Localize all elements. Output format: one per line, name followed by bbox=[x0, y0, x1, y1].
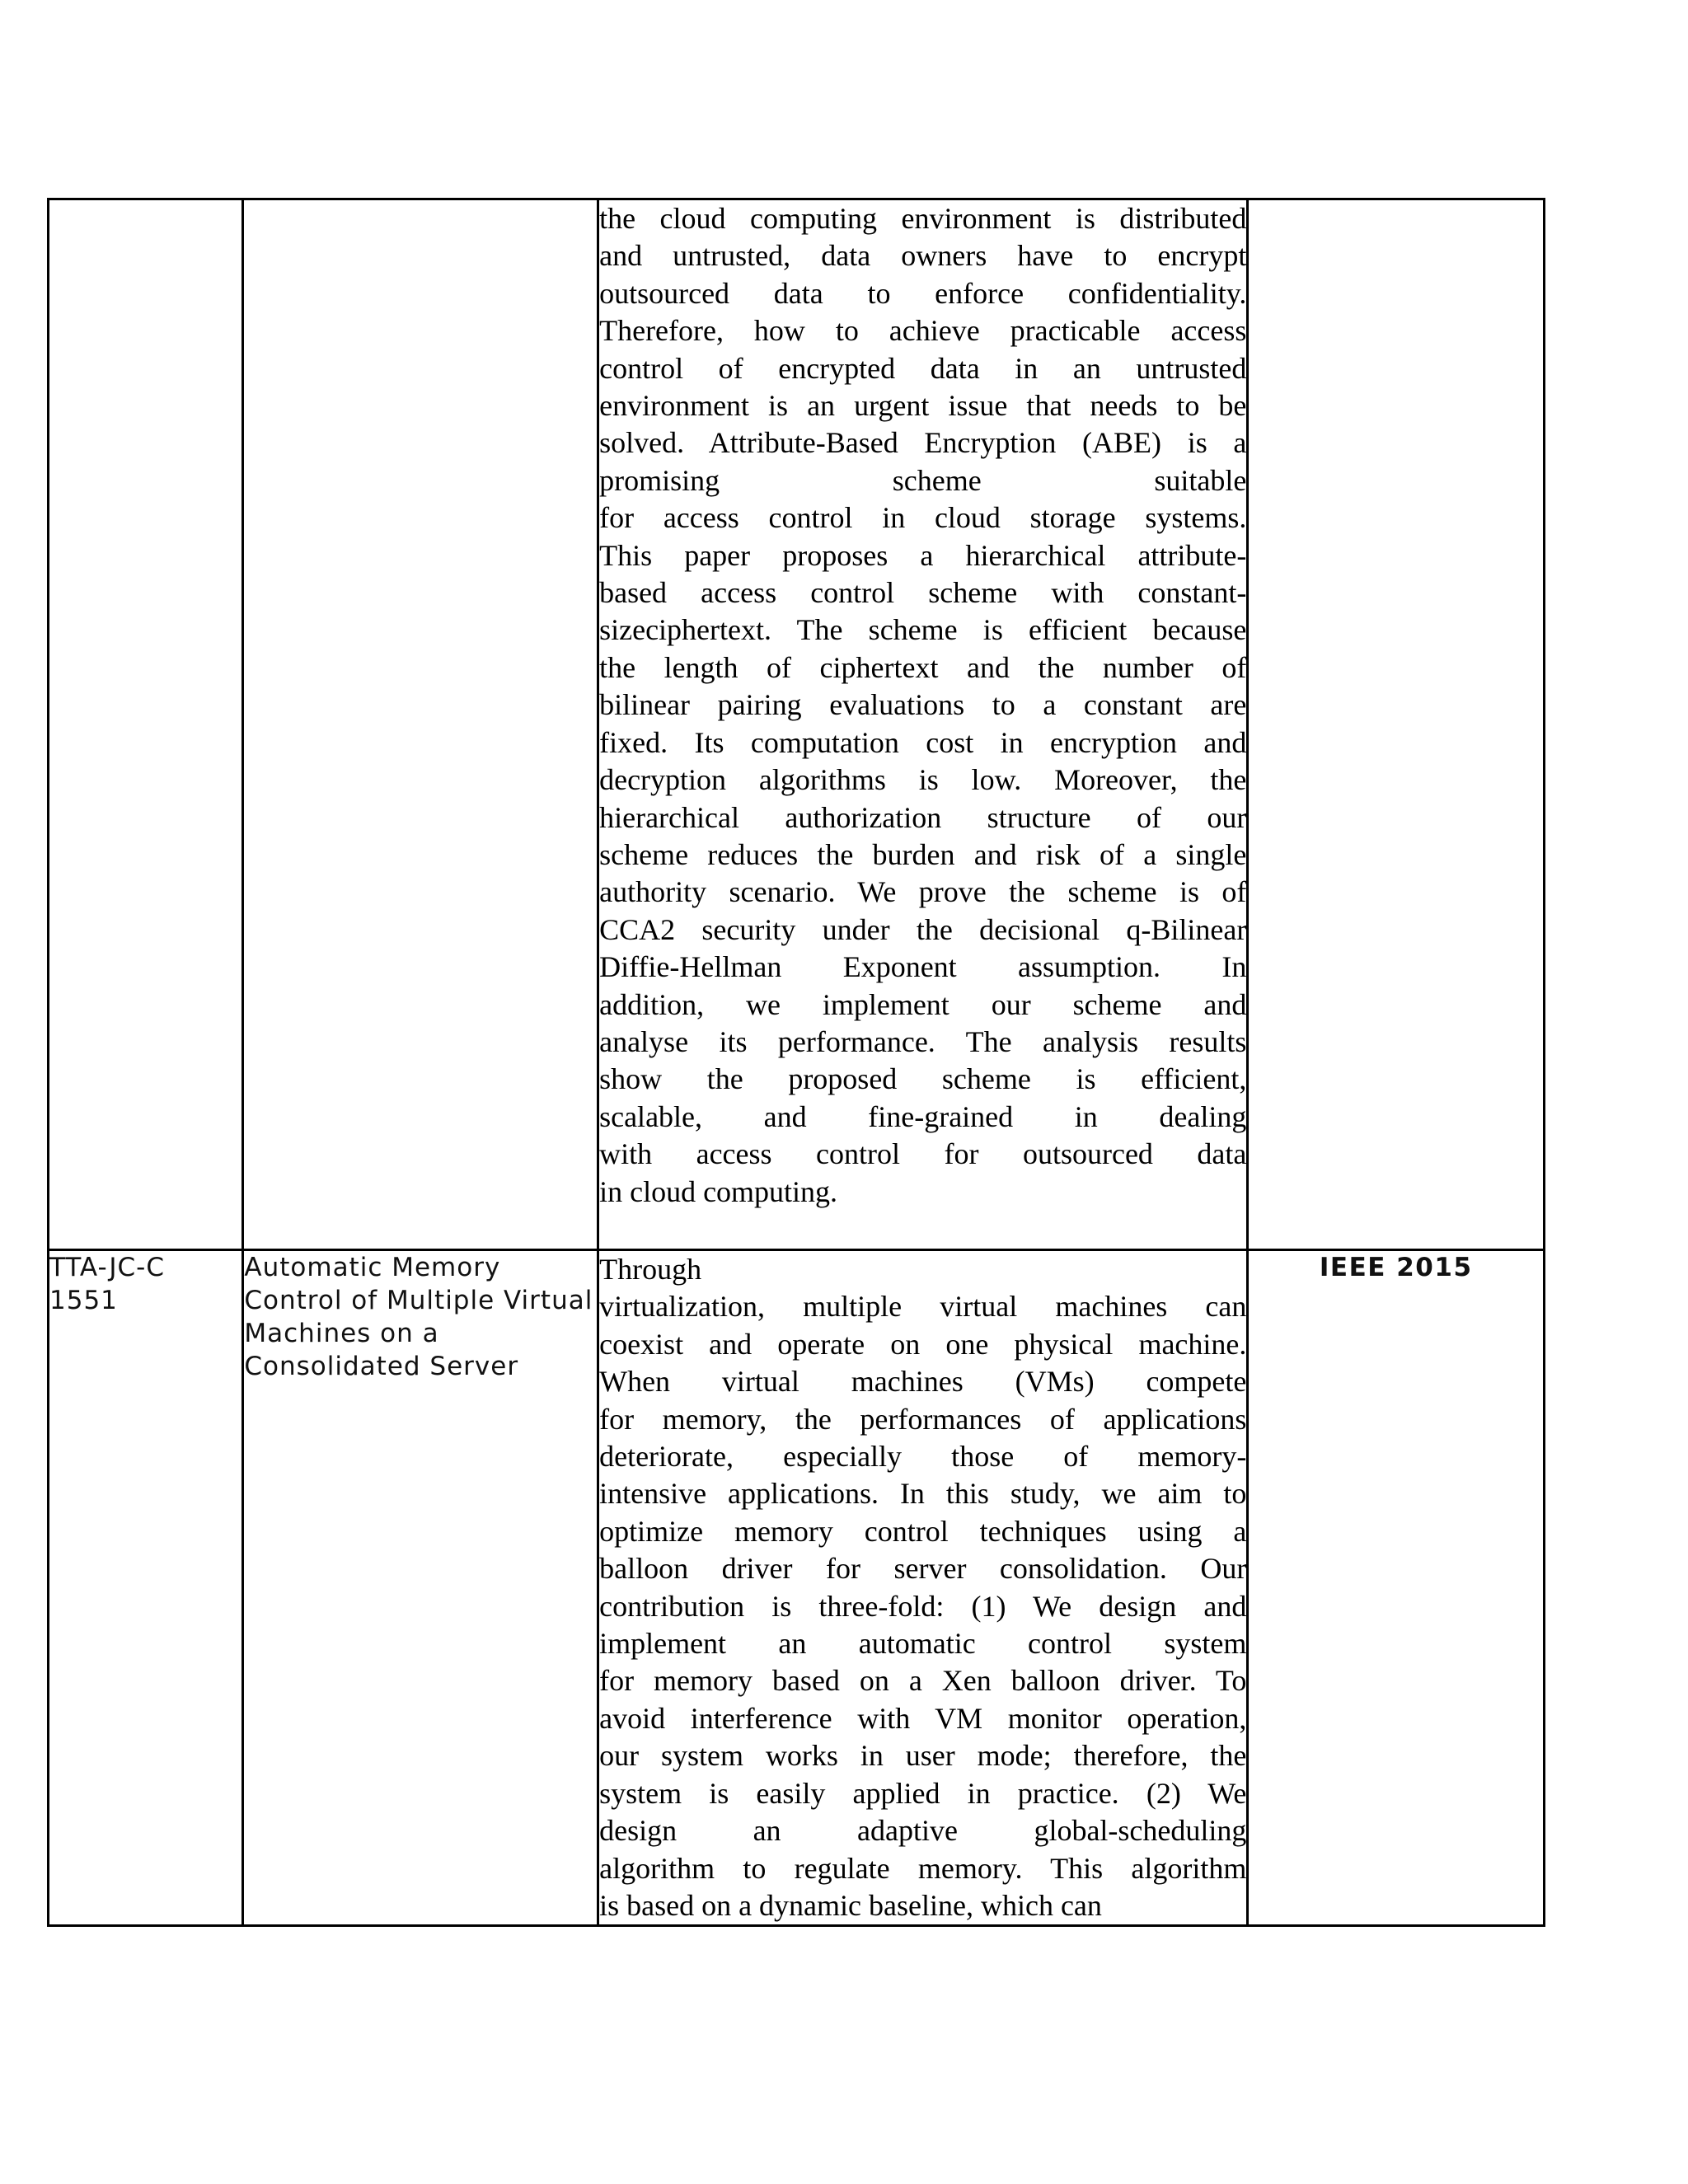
abstract-line: sizeciphertext. The scheme is efficient because bbox=[599, 613, 1247, 647]
abstract-line: with access control for outsourced data bbox=[599, 1137, 1247, 1171]
abstract-cell bbox=[598, 1250, 1248, 1926]
abstract-line: the length of ciphertext and the number of bbox=[599, 650, 1247, 684]
abstract-line: hierarchical authorization structure of our bbox=[599, 800, 1247, 834]
abstract-text bbox=[599, 200, 1246, 1211]
abstract-line: decryption algorithms is low. Moreover, the bbox=[599, 763, 1247, 797]
abstract-line: show the proposed scheme is efficient, bbox=[599, 1062, 1247, 1096]
paper-title-cell bbox=[243, 199, 598, 1250]
paper-id: TTA-JC-C1551 bbox=[49, 1253, 165, 1315]
abstract-cell bbox=[598, 199, 1248, 1250]
venue-cell bbox=[1248, 199, 1545, 1250]
abstract-line: deteriorate, especially those of memory- bbox=[599, 1440, 1247, 1474]
paper-title: Automatic Memory Control of Multiple Virtual Machines on a Consolidated Server bbox=[244, 1253, 593, 1381]
abstract-line: control of encrypted data in an untrusted bbox=[599, 351, 1247, 385]
abstract-line: balloon driver for server consolidation. Our bbox=[599, 1552, 1247, 1586]
paper-title-cell bbox=[243, 1250, 598, 1926]
abstract-line: intensive applications. In this study, we aim to bbox=[599, 1477, 1247, 1511]
abstract-line: in cloud computing. bbox=[599, 1174, 838, 1208]
abstract-line: authority scenario. We prove the scheme is of bbox=[599, 875, 1247, 909]
abstract-line: addition, we implement our scheme and bbox=[599, 987, 1247, 1021]
abstract-line: promising scheme suitable bbox=[599, 463, 1247, 497]
abstract-line: Through bbox=[599, 1253, 702, 1286]
abstract-line: outsourced data to enforce confidentiality. bbox=[599, 276, 1247, 310]
abstract-line: scalable, and fine-grained in dealing bbox=[599, 1099, 1247, 1133]
abstract-line: our system works in user mode; therefore, the bbox=[599, 1739, 1247, 1773]
abstract-line: implement an automatic control system bbox=[599, 1627, 1247, 1661]
abstract-line: coexist and operate on one physical machine. bbox=[599, 1327, 1247, 1361]
abstract-line: CCA2 security under the decisional q-Bilinear bbox=[599, 912, 1247, 946]
abstract-line: Diffie-Hellman Exponent assumption. In bbox=[599, 950, 1247, 984]
paper-id-cell bbox=[49, 1250, 243, 1926]
abstract-line: virtualization, multiple virtual machines can bbox=[599, 1290, 1247, 1324]
abstract-line: analyse its performance. The analysis results bbox=[599, 1024, 1247, 1058]
abstract-line: system is easily applied in practice. (2) We bbox=[599, 1776, 1247, 1810]
paper-id-cell bbox=[49, 199, 243, 1250]
abstract-line: environment is an urgent issue that needs to be bbox=[599, 389, 1247, 423]
abstract-line: for memory, the performances of applications bbox=[599, 1402, 1247, 1436]
table-row bbox=[49, 1250, 1545, 1926]
abstract-line: the cloud computing environment is distributed bbox=[599, 202, 1247, 235]
abstract-line: based access control scheme with constant- bbox=[599, 576, 1247, 610]
abstract-line: is based on a dynamic baseline, which can bbox=[599, 1888, 1102, 1922]
abstract-line: avoid interference with VM monitor operation, bbox=[599, 1701, 1247, 1735]
venue-cell bbox=[1248, 1250, 1545, 1926]
abstract-line: Therefore, how to achieve practicable access bbox=[599, 314, 1247, 348]
abstract-line: design an adaptive global-scheduling bbox=[599, 1814, 1247, 1848]
abstract-line: for memory based on a Xen balloon driver. To bbox=[599, 1664, 1247, 1698]
table-row bbox=[49, 199, 1545, 1250]
abstract-text bbox=[599, 1251, 1246, 1924]
abstract-line: fixed. Its computation cost in encryption and bbox=[599, 725, 1247, 759]
abstract-line: and untrusted, data owners have to encrypt bbox=[599, 239, 1247, 273]
abstract-line: optimize memory control techniques using a bbox=[599, 1514, 1247, 1548]
abstract-line: This paper proposes a hierarchical attribute- bbox=[599, 538, 1247, 572]
paper-table bbox=[47, 198, 1545, 1927]
abstract-line: solved. Attribute-Based Encryption (ABE) is a bbox=[599, 426, 1247, 460]
abstract-line: scheme reduces the burden and risk of a single bbox=[599, 837, 1247, 871]
abstract-line: contribution is three-fold: (1) We design and bbox=[599, 1589, 1247, 1623]
abstract-line: bilinear pairing evaluations to a constant are bbox=[599, 688, 1247, 722]
abstract-line: for access control in cloud storage systems. bbox=[599, 501, 1247, 535]
abstract-line: When virtual machines (VMs) compete bbox=[599, 1365, 1247, 1399]
venue-label: IEEE 2015 bbox=[1319, 1253, 1473, 1282]
abstract-line: algorithm to regulate memory. This algorithm bbox=[599, 1851, 1247, 1885]
